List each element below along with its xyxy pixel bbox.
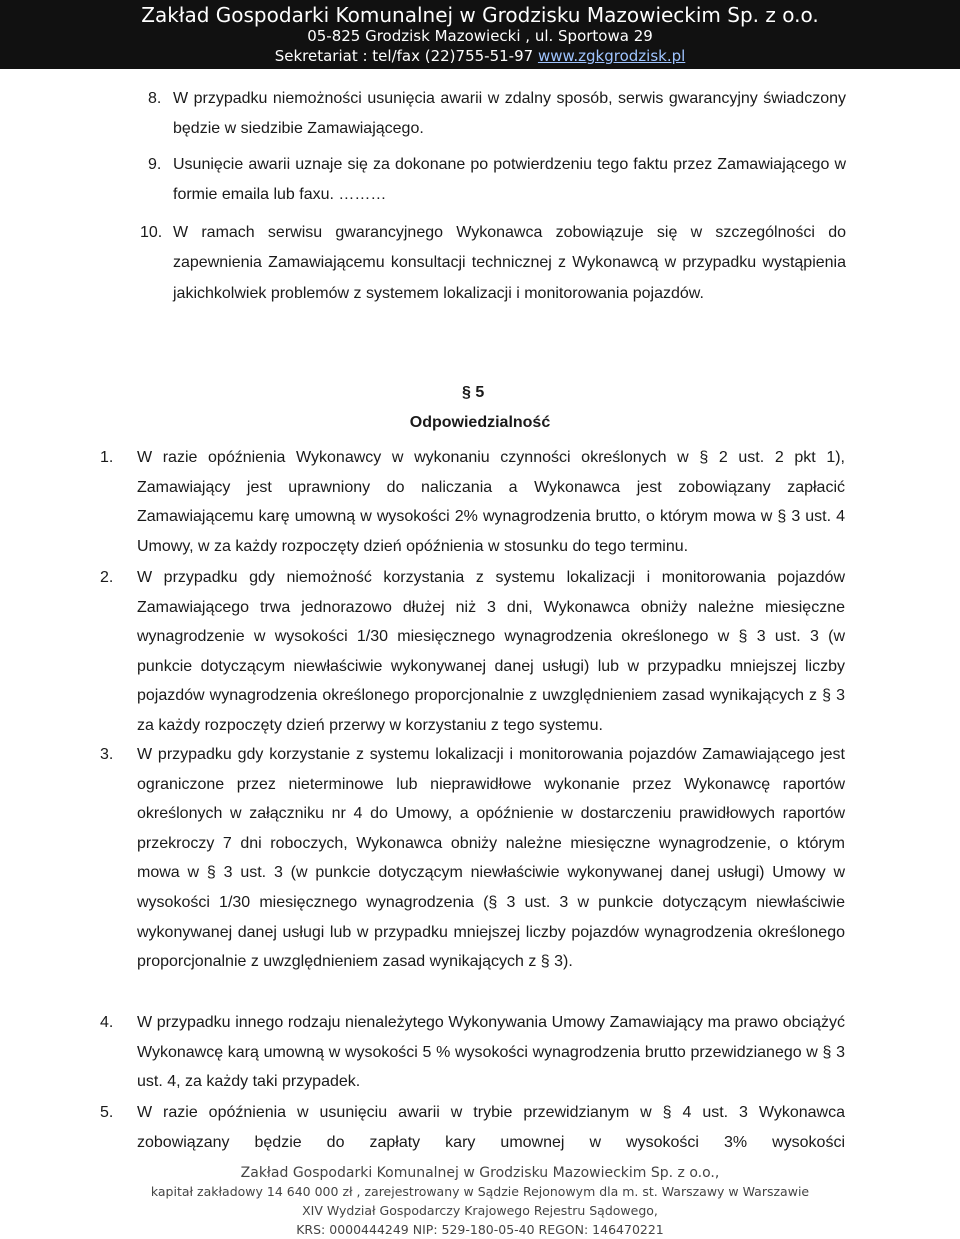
contact-text: Sekretariat : tel/fax (22)755-51-97	[274, 47, 538, 65]
item-number: 2.	[100, 569, 114, 586]
section-title: Odpowiedzialność	[409, 414, 551, 431]
item-number: 4.	[100, 1014, 114, 1031]
paragraph-4	[100, 1008, 845, 1097]
section-number: § 5	[462, 384, 485, 401]
footer-ids: KRS: 0000444249 NIP: 529-180-05-40 REGON: 146470221	[296, 1222, 664, 1237]
company-address: 05-825 Grodzisk Mazowiecki , ul. Sportowa 29	[307, 27, 653, 45]
item-text: W przypadku niemożności usunięcia awarii w zdalny sposób, serwis gwarancyjny świadczony będzie w siedzibie Zamawiającego.	[173, 90, 846, 138]
paragraph-5	[100, 1098, 845, 1157]
item-text: W przypadku gdy niemożność korzystania z systemu lokalizacji i monitorowania pojazdów Zamawiającego trwa jednorazowo dłużej niż 3 dni, Wykonawca obniży należne miesięczne wynagrodzenie w wysokości 1/30 miesięcznego wynagrodzenia określonego w § 3 ust. 3 (w punkcie dotyczącym niewłaściwie wykonywanej danej usługi) lub w przypadku mniejszej liczby pojazdów wynagrodzenia określonego proporcjonalnie z uwzględnieniem zasad wynikających z § 3 za każdy rozpoczęty dzień przerwy w korzystaniu z tego systemu.	[137, 569, 845, 734]
letterhead-header	[0, 0, 960, 69]
paragraph-3	[100, 740, 845, 977]
item-number: 10.	[140, 224, 163, 241]
item-number: 5.	[100, 1104, 114, 1121]
item-number: 3.	[100, 746, 114, 763]
item-number: 8.	[148, 90, 162, 107]
item-number: 1.	[100, 449, 114, 466]
item-text: W razie opóźnienia w usunięciu awarii w trybie przewidzianym w § 4 ust. 3 Wykonawca zobowiązany będzie do zapłaty kary umownej w wysokości 3% wysokości	[137, 1104, 845, 1151]
paragraph-1	[100, 443, 845, 561]
item-text: Usunięcie awarii uznaje się za dokonane po potwierdzeniu tego faktu przez Zamawiającego w formie emaila lub faxu. ………	[173, 156, 846, 204]
item-text: W przypadku innego rodzaju nienależytego Wykonywania Umowy Zamawiający ma prawo obciążyć Wykonawcę karą umowną w wysokości 5 % wysokości wynagrodzenia brutto przewidzianego w § 3 ust. 4, za każdy taki przypadek.	[137, 1014, 845, 1091]
footer-capital: kapitał zakładowy 14 640 000 zł , zarejestrowany w Sądzie Rejonowym dla m. st. Warszawy w Warszawie	[150, 1184, 810, 1199]
website-link[interactable]: www.zgkgrodzisk.pl	[537, 47, 686, 65]
item-text: W razie opóźnienia Wykonawcy w wykonaniu czynności określonych w § 2 ust. 2 pkt 1), Zamawiający jest uprawniony do naliczania a Wykonawca jest zobowiązany zapłacić Zamawiającemu karę umowną w wysokości 2% wynagrodzenia brutto, o którym mowa w § 3 ust. 4 Umowy, w za każdy rozpoczęty dzień opóźnienia w stosunku do tego terminu.	[137, 449, 845, 555]
paragraph-2	[100, 563, 845, 741]
footer-register: XIV Wydział Gospodarczy Krajowego Rejestru Sądowego,	[302, 1203, 658, 1218]
item-text: W ramach serwisu gwarancyjnego Wykonawca zobowiązuje się w szczególności do zapewnienia Zamawiającemu konsultacji technicznej z Wykonawcą w przypadku wystąpienia jakichkolwiek problemów z systemem lokalizacji i monitorowania pojazdów.	[173, 224, 846, 302]
item-text: W przypadku gdy korzystanie z systemu lokalizacji i monitorowania pojazdów Zamawiającego jest ograniczone przez nieterminowe lub nieprawidłowe wykonanie przez Wykonawcę raportów określonych w załączniku nr 4 do Umowy, a opóźnienie w dostarczeniu prawidłowych raportów przekroczy 7 dni roboczych, Wykonawca obniży należne miesięczne wynagrodzenie, o którym mowa w § 3 ust. 3 (w punkcie dotyczącym niewłaściwie wykonywanej danej usługi) Umowy w wysokości 1/30 miesięcznego wynagrodzenia (§ 3 ust. 3 w punkcie dotyczącym niewłaściwie wykonywanej danej usługi lub w przypadku mniejszej liczby pojazdów wynagrodzenia określonego proporcjonalnie z uwzględnieniem zasad wynikających z § 3).	[137, 746, 845, 971]
footer-company: Zakład Gospodarki Komunalnej w Grodzisku Mazowieckim Sp. z o.o.,	[240, 1165, 720, 1181]
company-name: Zakład Gospodarki Komunalnej w Grodzisku Mazowieckim Sp. z o.o.	[141, 3, 819, 27]
company-contact	[0, 46, 960, 66]
letterhead-footer	[0, 1164, 960, 1239]
item-number: 9.	[148, 156, 162, 173]
